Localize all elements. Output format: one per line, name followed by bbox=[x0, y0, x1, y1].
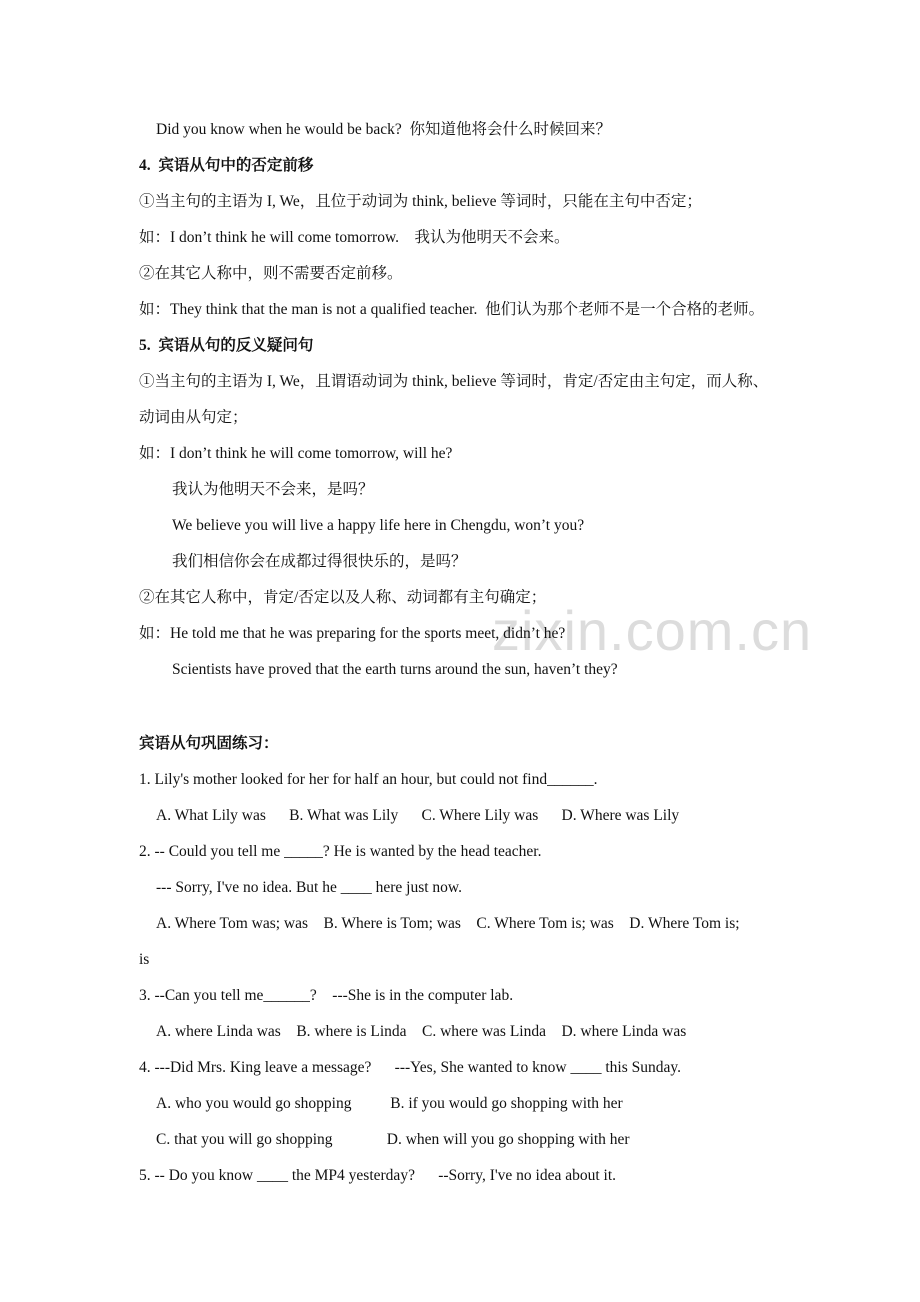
example-line: 如：They think that the man is not a qualified teacher. 他们认为那个老师不是一个合格的老师。 bbox=[139, 301, 765, 318]
question-text: 4. ---Did Mrs. King leave a message? ---Yes, She wanted to know ____ this Sunday. bbox=[139, 1059, 681, 1076]
example-line: 我认为他明天不会来，是吗？ bbox=[172, 481, 374, 498]
example-line: 如：I don’t think he will come tomorrow. 我认为他明天不会来。 bbox=[139, 229, 570, 246]
example-line: 如：I don’t think he will come tomorrow, will he? bbox=[139, 445, 453, 462]
rule-text: ②在其它人称中，则不需要否定前移。 bbox=[139, 265, 403, 282]
rule-text: ②在其它人称中，肯定/否定以及人称、动词都有主句确定； bbox=[139, 589, 547, 606]
answer-options: A. where Linda was B. where is Linda C. where was Linda D. where Linda was bbox=[156, 1023, 687, 1040]
question-text: 5. -- Do you know ____ the MP4 yesterday? --Sorry, I've no idea about it. bbox=[139, 1167, 617, 1184]
question-text: 2. -- Could you tell me _____? He is wanted by the head teacher. bbox=[139, 843, 542, 860]
rule-text: ①当主句的主语为 I, We，且谓语动词为 think, believe 等词时，肯定/否定由主句定，而人称、 bbox=[139, 373, 769, 390]
watermark: zixin.com.cn bbox=[492, 599, 813, 662]
answer-options: A. What Lily was B. What was Lily C. Where Lily was D. Where was Lily bbox=[156, 807, 680, 824]
question-text: 3. --Can you tell me______? ---She is in the computer lab. bbox=[139, 987, 514, 1004]
answer-options: A. who you would go shopping B. if you would go shopping with her bbox=[156, 1095, 623, 1112]
exercise-heading: 宾语从句巩固练习： bbox=[139, 735, 279, 752]
example-line: We believe you will live a happy life here in Chengdu, won’t you? bbox=[172, 517, 585, 534]
example-line: Did you know when he would be back? 你知道他将会什么时候回来？ bbox=[156, 121, 612, 138]
example-line: Scientists have proved that the earth turns around the sun, haven’t they? bbox=[172, 661, 618, 678]
section-heading: 5. 宾语从句的反义疑问句 bbox=[139, 337, 314, 354]
rule-text: 动词由从句定； bbox=[139, 409, 248, 426]
answer-options: A. Where Tom was; was B. Where is Tom; was C. Where Tom is; was D. Where Tom is; bbox=[156, 915, 740, 932]
example-line: 如：He told me that he was preparing for the sports meet, didn’t he? bbox=[139, 625, 566, 642]
question-text: --- Sorry, I've no idea. But he ____ here just now. bbox=[156, 879, 462, 896]
question-text: 1. Lily's mother looked for her for half an hour, but could not find______. bbox=[139, 771, 598, 788]
example-line: 我们相信你会在成都过得很快乐的，是吗？ bbox=[172, 553, 467, 570]
answer-options: is bbox=[139, 951, 150, 968]
section-heading: 4. 宾语从句中的否定前移 bbox=[139, 157, 314, 174]
answer-options: C. that you will go shopping D. when will you go shopping with her bbox=[156, 1131, 630, 1148]
rule-text: ①当主句的主语为 I, We，且位于动词为 think, believe 等词时，只能在主句中否定； bbox=[139, 193, 702, 210]
